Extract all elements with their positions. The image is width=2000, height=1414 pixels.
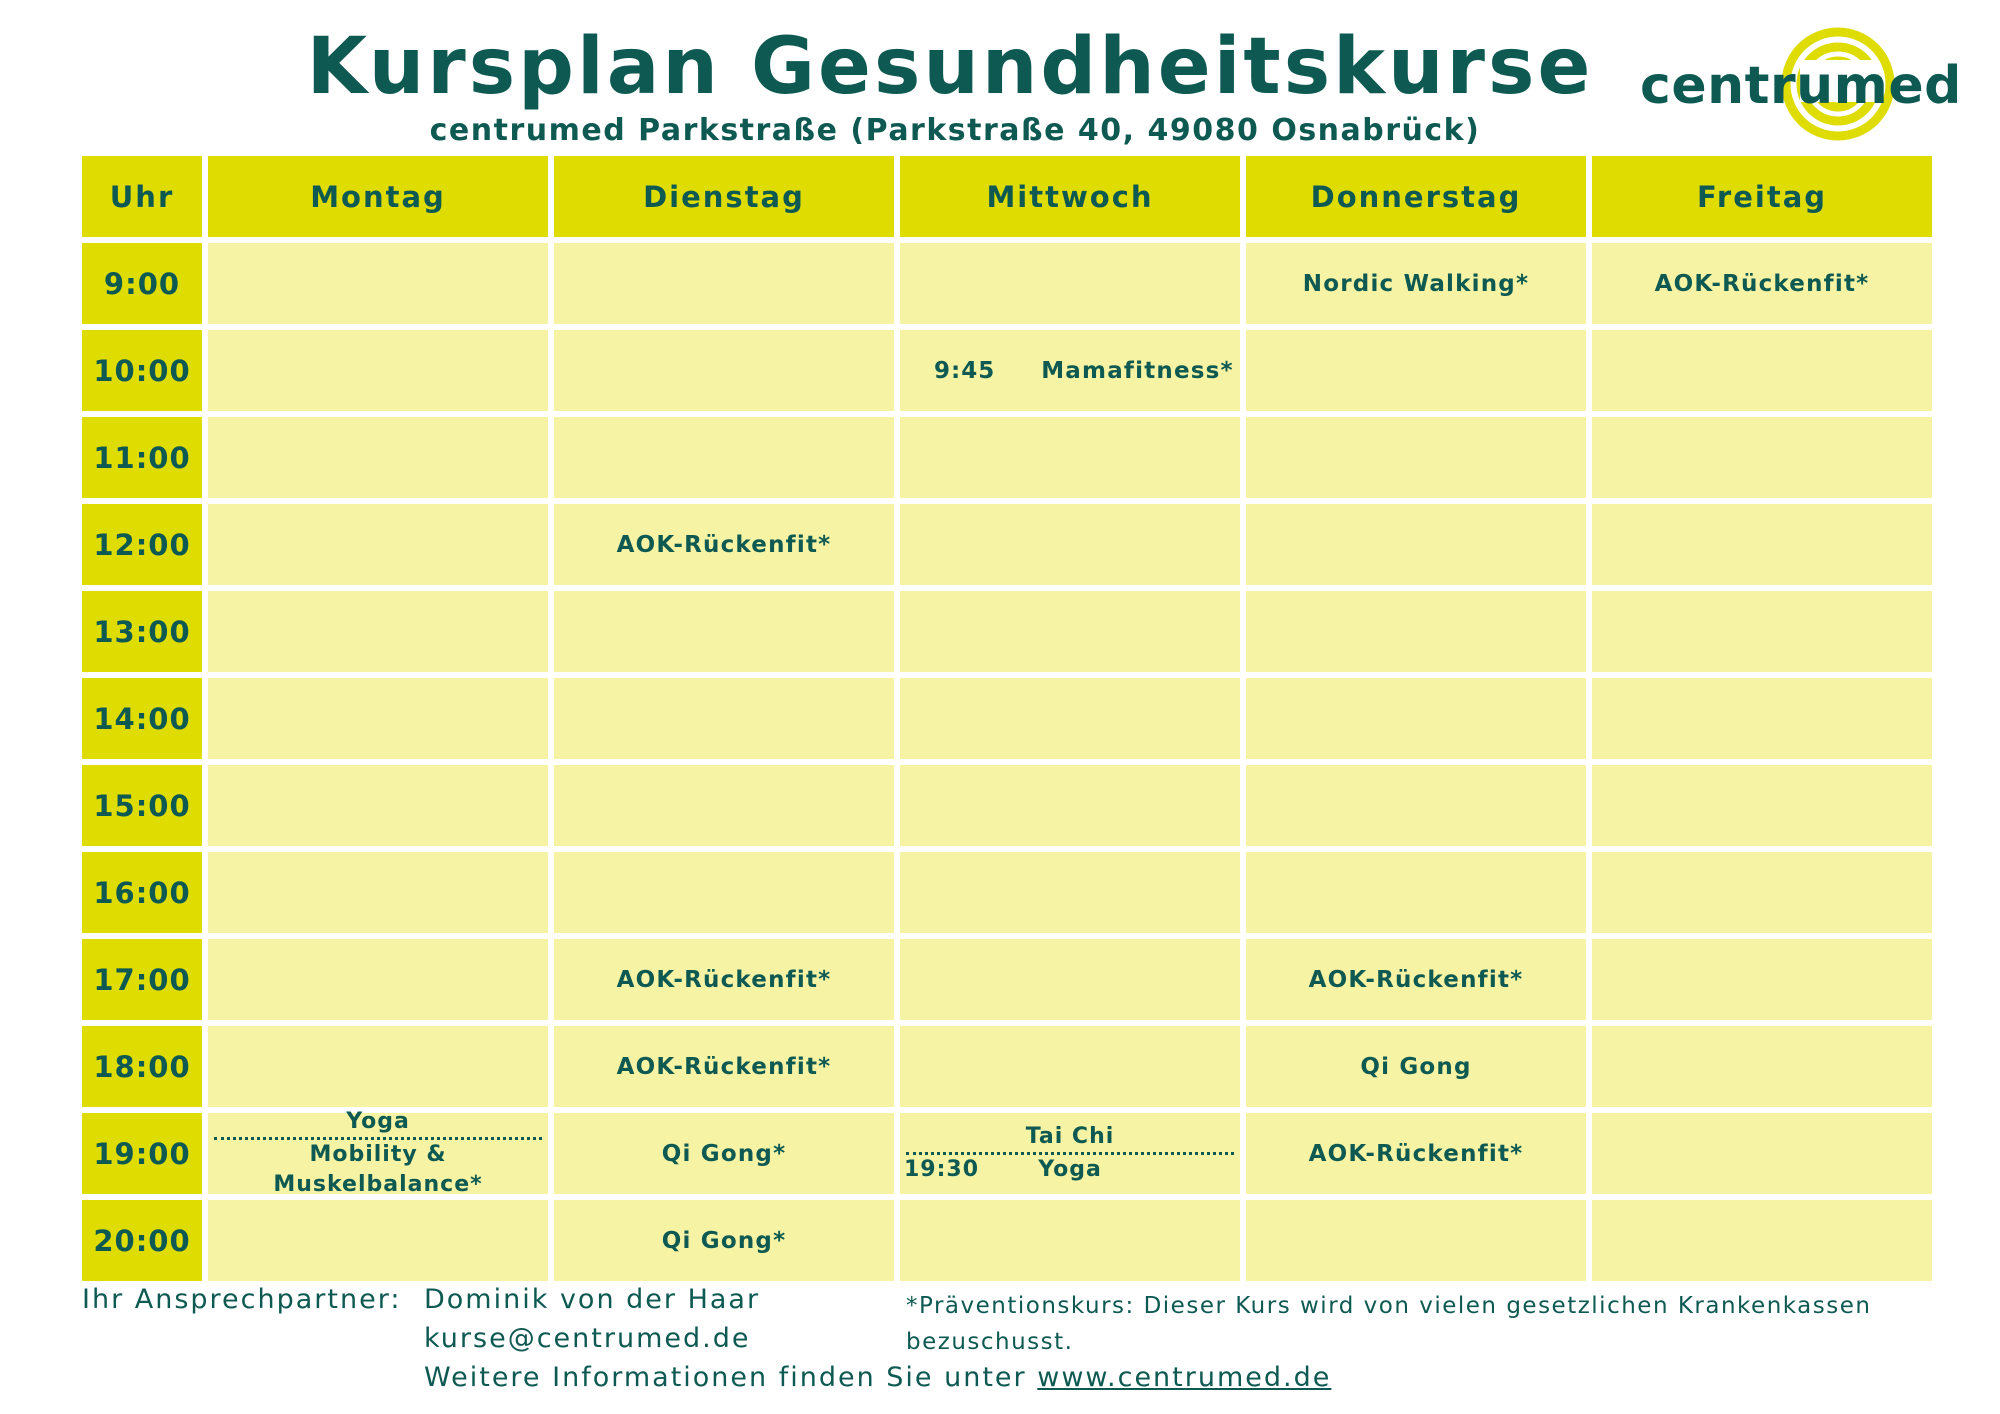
course-cell (900, 591, 1240, 672)
column-header-mittwoch: Mittwoch (900, 156, 1240, 237)
page-title: Kursplan Gesundheitskurse (306, 22, 1594, 112)
course-cell (554, 678, 894, 759)
time-cell: 15:00 (82, 765, 202, 846)
course-cell-split (900, 1113, 1240, 1194)
course-cell (208, 243, 548, 324)
contact-email[interactable]: kurse@centrumed.de (424, 1323, 751, 1354)
course-cell (1592, 765, 1932, 846)
course-cell (1246, 678, 1586, 759)
course-cell (1246, 504, 1586, 585)
time-cell: 17:00 (82, 939, 202, 1020)
time-cell: 11:00 (82, 417, 202, 498)
course-cell (208, 504, 548, 585)
course-cell (1246, 765, 1586, 846)
course-label: Qi Gong* (661, 1227, 787, 1254)
course-cell (1246, 591, 1586, 672)
website-link[interactable]: www.centrumed.de (1037, 1362, 1332, 1393)
more-info-text: Weitere Informationen finden Sie unter (424, 1362, 1027, 1393)
course-cell (1592, 852, 1932, 933)
course-cell (1246, 852, 1586, 933)
course-start-time: 19:30 (904, 1157, 980, 1182)
course-cell (1246, 1200, 1586, 1281)
more-info (424, 1362, 1331, 1393)
course-cell (900, 417, 1240, 498)
course-label: AOK-Rückenfit* (1308, 1140, 1524, 1167)
time-cell: 10:00 (82, 330, 202, 411)
contact-name: Dominik von der Haar (424, 1284, 761, 1315)
course-cell (208, 678, 548, 759)
course-cell (1592, 939, 1932, 1020)
course-cell (1592, 330, 1932, 411)
course-cell (554, 243, 894, 324)
contact-label: Ihr Ansprechpartner: (82, 1284, 402, 1315)
course-label: AOK-Rückenfit* (1308, 966, 1524, 993)
course-cell (554, 330, 894, 411)
course-label: Mobility & Muskelbalance* (273, 1142, 483, 1197)
course-cell (554, 417, 894, 498)
course-label: Yoga (346, 1109, 410, 1134)
course-cell (208, 417, 548, 498)
course-cell (554, 1026, 894, 1107)
course-cell (1246, 243, 1586, 324)
course-cell (208, 330, 548, 411)
course-cell (208, 939, 548, 1020)
course-label: Qi Gong* (661, 1140, 787, 1167)
course-cell (1592, 678, 1932, 759)
course-cell (1592, 1026, 1932, 1107)
course-cell (900, 678, 1240, 759)
course-cell (1246, 1026, 1586, 1107)
time-cell: 19:00 (82, 1113, 202, 1194)
mamafitness-entry (900, 358, 1240, 384)
course-cell (900, 765, 1240, 846)
page-subtitle: centrumed Parkstraße (Parkstraße 40, 49080 Osnabrück) (429, 113, 1481, 148)
course-cell (554, 852, 894, 933)
course-cell (554, 591, 894, 672)
course-label: Nordic Walking* (1302, 270, 1530, 297)
column-header-uhr: Uhr (82, 156, 202, 237)
course-cell (554, 939, 894, 1020)
course-label: Mamafitness* (1041, 357, 1234, 384)
course-cell (1592, 243, 1932, 324)
course-cell-split (208, 1109, 548, 1197)
course-cell (1592, 1200, 1932, 1281)
time-cell: 12:00 (82, 504, 202, 585)
course-cell (1592, 417, 1932, 498)
course-cell (554, 1200, 894, 1281)
course-cell (554, 765, 894, 846)
course-label: AOK-Rückenfit* (616, 531, 832, 558)
course-cell (208, 1026, 548, 1107)
column-header-donnerstag: Donnerstag (1246, 156, 1586, 237)
course-label: Qi Gong (1360, 1053, 1472, 1080)
course-cell (208, 852, 548, 933)
time-cell: 20:00 (82, 1200, 202, 1281)
column-header-freitag: Freitag (1592, 156, 1932, 237)
course-cell (1592, 504, 1932, 585)
course-start-time: 9:45 (934, 357, 996, 384)
column-header-montag: Montag (208, 156, 548, 237)
time-cell: 16:00 (82, 852, 202, 933)
course-cell (900, 939, 1240, 1020)
course-cell (1246, 417, 1586, 498)
course-label: AOK-Rückenfit* (616, 1053, 832, 1080)
centrumed-logo (1640, 26, 1962, 146)
course-label: Tai Chi (1025, 1124, 1115, 1149)
course-cell (208, 591, 548, 672)
course-cell (1246, 330, 1586, 411)
course-cell (900, 852, 1240, 933)
course-cell (1592, 1113, 1932, 1194)
course-cell (900, 1026, 1240, 1107)
logo-text: centrumed (1640, 56, 1962, 116)
course-bottom-entry (900, 1155, 1240, 1185)
time-cell: 18:00 (82, 1026, 202, 1107)
course-label: Yoga (1038, 1157, 1102, 1182)
time-cell: 9:00 (82, 243, 202, 324)
course-cell (554, 1113, 894, 1194)
course-cell (208, 1200, 548, 1281)
course-cell (1246, 939, 1586, 1020)
course-cell (900, 243, 1240, 324)
course-cell (900, 330, 1240, 411)
course-cell (1246, 1113, 1586, 1194)
course-label: AOK-Rückenfit* (1654, 270, 1870, 297)
column-header-dienstag: Dienstag (554, 156, 894, 237)
schedule-table (82, 156, 1932, 1281)
course-cell (900, 1200, 1240, 1281)
course-cell (1592, 591, 1932, 672)
course-label: AOK-Rückenfit* (616, 966, 832, 993)
time-cell: 14:00 (82, 678, 202, 759)
time-cell: 13:00 (82, 591, 202, 672)
prevention-note: *Präventionskurs: Dieser Kurs wird von vielen gesetzlichen Krankenkassen bezuschusst. (906, 1293, 1872, 1355)
course-cell (900, 504, 1240, 585)
course-cell (554, 504, 894, 585)
course-cell (208, 765, 548, 846)
